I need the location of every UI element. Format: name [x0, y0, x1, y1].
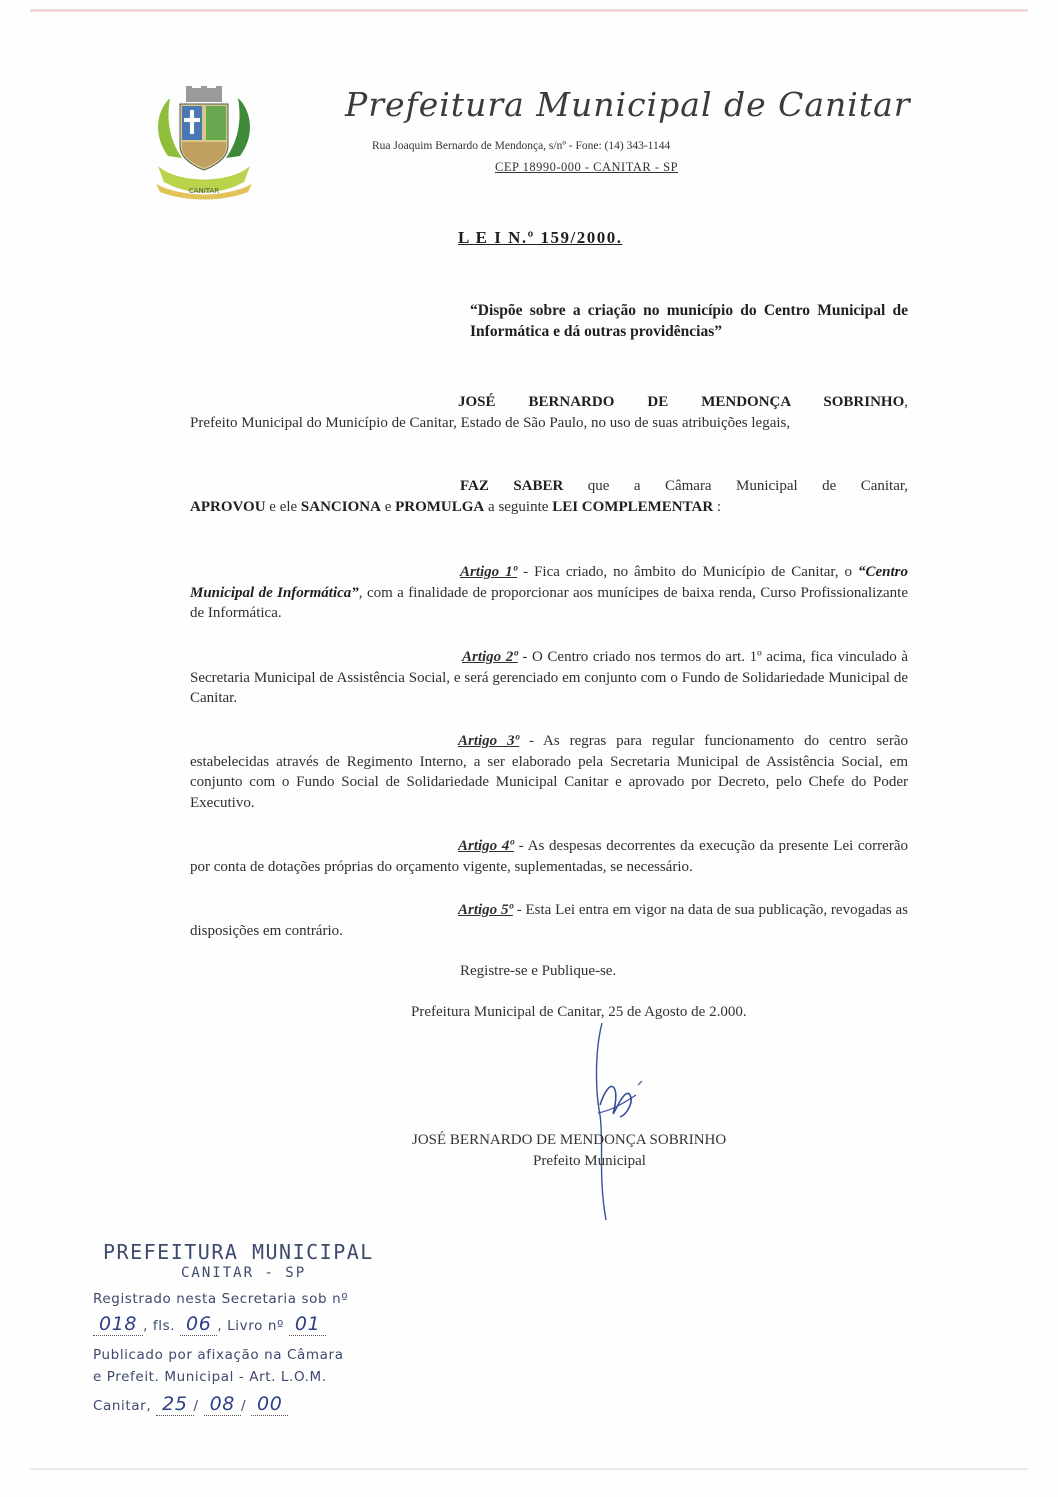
registration-stamp: [93, 1235, 413, 1435]
stamp-title: PREFEITURA MUNICIPAL: [103, 1240, 374, 1264]
letterhead-cep: CEP 18990-000 - CANITAR - SP: [495, 160, 679, 174]
stamp-date-line: Canitar, 25 / 08 / 00: [93, 1393, 288, 1415]
stamp-fls: 06: [180, 1313, 217, 1336]
coat-of-arms-icon: [148, 86, 260, 202]
registre-publique: Registre-se e Publique-se.: [460, 963, 617, 979]
law-title: L E I N.º 159/2000.: [458, 228, 623, 247]
letterhead-title: Prefeitura Municipal de Canitar: [345, 85, 911, 124]
article-2: Artigo 2º - O Centro criado nos termos do art. 1º acima, fica vinculado à Secretaria Municipal de Assistência Social, e será gerenciado em conjunto com o Fundo de Solidariedade Municipal de Canitar.: [190, 649, 908, 706]
signer-name: JOSÉ BERNARDO DE MENDONÇA SOBRINHO: [412, 1132, 727, 1148]
article-4-label: Artigo 4º: [458, 838, 514, 854]
faz-saber: FAZ SABER: [460, 478, 564, 494]
mayor-name: JOSÉ BERNARDO DE MENDONÇA SOBRINHO: [458, 394, 905, 410]
article-3: Artigo 3º - As regras para regular funcionamento do centro serão estabelecidas através de Regimento Interno, a ser elaborado pela Secretaria Municipal de Assistência Social, em conjunto com o Fundo Social de Solidariedade Municipal Canitar e aprovado por Decreto, pelo Chefe do Poder Executivo.: [190, 733, 908, 811]
stamp-city: CANITAR - SP: [181, 1265, 307, 1281]
article-2-label: Artigo 2º: [462, 649, 518, 665]
top-border: [30, 9, 1028, 12]
mayor-text-visible: Prefeito Municipal do Município de Canitar, Estado de São Paulo, no uso de suas atribuições legais,: [190, 414, 791, 431]
article-5: Artigo 5º - Esta Lei entra em vigor na data de sua publicação, revogadas as disposições em contrário.: [190, 902, 908, 939]
stamp-registered: Registrado nesta Secretaria sob nº: [93, 1291, 349, 1307]
article-3-label: Artigo 3º: [458, 733, 520, 749]
stamp-year: 00: [251, 1393, 288, 1416]
article-1: Artigo 1º - Fica criado, no âmbito do Município de Canitar, o “Centro Municipal de Informática”, com a finalidade de proporcionar aos munícipes de baixa renda, Curso Profissionalizante de Informática.: [190, 564, 908, 621]
law-ementa: “Dispõe sobre a criação no município do Centro Municipal de Informática e dá outras providências”: [470, 302, 908, 340]
article-5-label: Artigo 5º: [458, 902, 513, 918]
stamp-published-1: Publicado por afixação na Câmara: [93, 1347, 344, 1363]
article-4: Artigo 4º - As despesas decorrentes da execução da presente Lei correrão por conta de dotações próprias do orçamento vigente, suplementadas, se necessário.: [190, 838, 908, 875]
stamp-day: 25: [156, 1393, 193, 1416]
lei-complementar: LEI COMPLEMENTAR: [552, 498, 714, 515]
letterhead-address: Rua Joaquim Bernardo de Mendonça, s/nº - Fone: (14) 343-1144: [372, 140, 671, 152]
signature-icon: [580, 1015, 650, 1225]
stamp-reg-number: 018: [93, 1313, 143, 1336]
stamp-month: 08: [204, 1393, 241, 1416]
preamble-faz-saber: FAZ SABER que a Câmara Municipal de Canitar, APROVOU e ele SANCIONA e PROMULGA a seguinte LEI COMPLEMENTAR :: [190, 478, 908, 515]
place-and-date: Prefeitura Municipal de Canitar, 25 de Agosto de 2.000.: [411, 1004, 747, 1020]
stamp-published-2: e Prefeit. Municipal - Art. L.O.M.: [93, 1369, 327, 1385]
bottom-border: [30, 1468, 1028, 1470]
signer-title: Prefeito Municipal: [533, 1153, 646, 1169]
coat-of-arms-label: CANITAR: [188, 187, 220, 195]
stamp-livro: 01: [289, 1313, 326, 1336]
stamp-registration-line: 018 , fls. 06 , Livro nº 01: [93, 1313, 326, 1335]
article-1-label: Artigo 1º: [460, 564, 518, 580]
preamble-mayor: JOSÉ BERNARDO DE MENDONÇA SOBRINHO, Prefeito Municipal do Município de Canitar, Estado de São Paulo, no uso de suas atribuições legais,: [190, 394, 908, 431]
